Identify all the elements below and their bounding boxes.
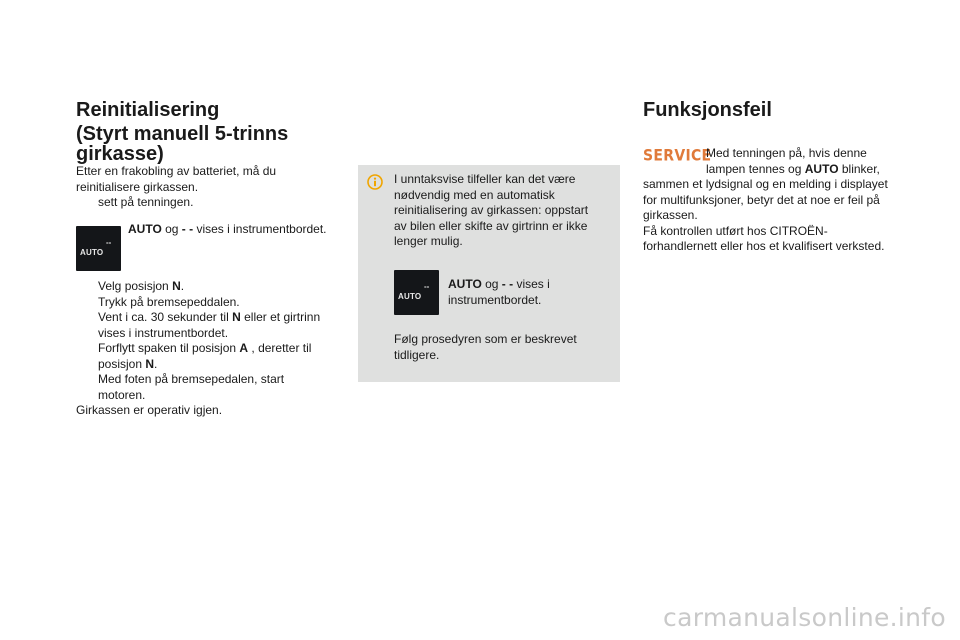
step-text: Velg posisjon [98,279,173,293]
auto-label: AUTO [448,277,482,291]
dashboard-dashes: -- [424,282,430,291]
fault-line1: Med tenningen på, hvis denne [706,146,867,160]
step-bold: A [239,341,249,355]
og-text: og [161,222,182,236]
dashes-label: - - [181,222,194,236]
step-move-lever-line2 [98,357,157,373]
step-start-engine [76,372,346,388]
auto-label: AUTO [128,222,162,236]
dashboard-dashes: -- [106,238,112,247]
step-text: Med foten på bremsepedalen, start [98,372,285,386]
watermark: carmanualsonline.info [663,603,946,632]
step-ignition-text: sett på tenningen. [98,195,194,209]
section-subtitle-line1: (Styrt manuell 5-trinns [76,123,289,145]
display-message [128,222,327,238]
fault-line6: Få kontrollen utført hos CITROËN- [643,223,828,238]
step-ignition [76,195,346,211]
step-wait-line2: vises i instrumentbordet. [98,325,229,340]
fault-line5: girkassen. [643,208,698,222]
intro-line1: Etter en frakobling av batteriet, må du [76,164,277,178]
info-line4: av bilen eller skifte av girtrinn er ikke [394,218,588,233]
step-text: Trykk på bremsepeddalen. [98,294,240,309]
info-display-line2: instrumentbordet. [448,292,542,307]
info-dashboard-auto-display-image [394,270,439,315]
fault-text: blinker, [838,161,880,176]
step-text: , deretter til [248,341,312,355]
info-follow-line2: tidligere. [394,347,440,362]
step-bold: N [232,310,241,324]
fault-line3: sammen et lydsignal og en melding i displayet [643,177,888,191]
step-text: Forflytt spaken til posisjon [98,341,240,355]
step-bold: N [145,356,155,371]
step-text: Vent i ca. 30 sekunder til [98,310,233,324]
step-select-n [76,279,346,295]
dashboard-auto-text: AUTO [398,292,422,301]
service-warning-lamp-icon: SERVICE [643,146,712,166]
outro-text: Girkassen er operativ igjen. [76,403,223,417]
info-line5: lenger mulig. [394,234,463,248]
fault-text: lampen tennes og [706,161,805,176]
step-brake [76,295,346,311]
step-text: eller et girtrinn [240,310,321,324]
info-display-message [448,277,550,293]
info-icon [367,174,383,190]
display-rest-text: vises i [513,277,550,291]
section-subtitle-line2: girkasse) [76,143,164,165]
dashboard-auto-display-image [76,226,121,271]
step-move-lever [76,341,346,357]
auto-label: AUTO [804,161,839,176]
fault-line2 [706,162,880,178]
step-start-engine-line2: motoren. [98,387,146,402]
intro-line2: reinitialisere girkassen. [76,179,199,194]
info-line3: reinitialisering av girkassen: oppstart [394,203,589,217]
step-text: . [180,279,185,293]
fault-line4: for multifunksjoner, betyr det at noe er feil på [643,192,880,207]
step-text: . [154,356,158,371]
info-line2: nødvendig med en automatisk [394,187,555,202]
info-follow-line1: Følg prosedyren som er beskrevet [394,332,577,346]
display-rest-text: vises i instrumentbordet. [193,222,327,236]
section-title-reinitialisering: Reinitialisering [76,99,220,121]
section-title-funksjonsfeil: Funksjonsfeil [643,99,772,121]
step-bold: N [172,279,181,293]
og-text: og [481,277,502,291]
info-line1: I unntaksvise tilfeller kan det være [394,172,576,186]
dashboard-auto-text: AUTO [80,248,104,257]
dashes-label: - - [501,277,514,291]
step-text: posisjon [98,356,146,371]
fault-line7: forhandlernett eller hos et kvalifisert verksted. [643,239,885,253]
step-wait [76,310,346,326]
